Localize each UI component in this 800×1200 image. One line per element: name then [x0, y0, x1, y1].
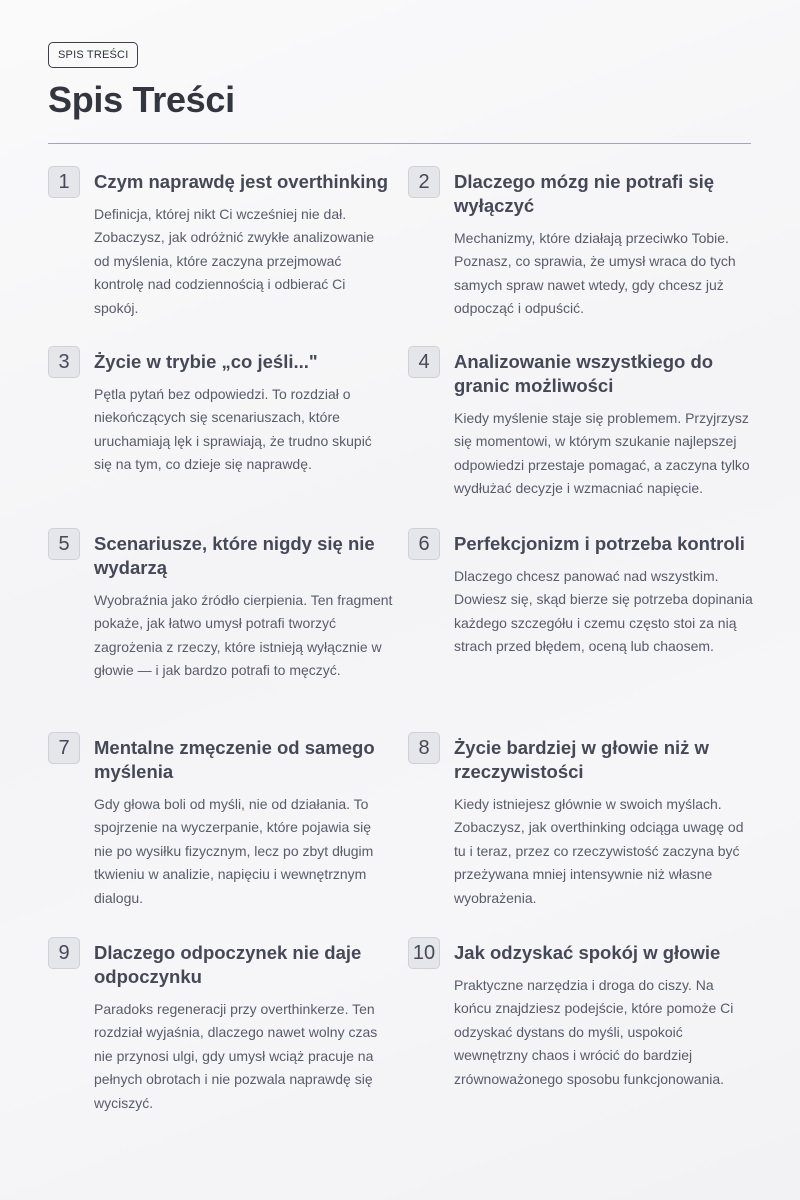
chapter-item-5 — [48, 528, 393, 683]
chapter-number-badge: 2 — [408, 166, 440, 198]
chapter-number-badge: 6 — [408, 528, 440, 560]
chapter-item-4 — [408, 346, 753, 501]
chapter-description: Praktyczne narzędzia i droga do ciszy. Na końcu znajdziesz podejście, które pomoże Ci odzyskać dystans do myśli, uspokoić wewnętrzny chaos i wrócić do bardziej zrównoważonego sposobu funkcjonowania. — [454, 977, 734, 1087]
chapter-description: Wyobraźnia jako źródło cierpienia. Ten fragment pokaże, jak łatwo umysł potrafi tworzyć zagrożenia z rzeczy, które istnieją wyłącznie w głowie — i jak bardzo potrafi to męczyć. — [94, 592, 393, 679]
chapter-title: Życie bardziej w głowie niż w rzeczywistości — [454, 737, 709, 782]
chapter-title: Perfekcjonizm i potrzeba kontroli — [454, 533, 745, 554]
chapter-item-2 — [408, 166, 753, 321]
chapter-title: Jak odzyskać spokój w głowie — [454, 942, 721, 963]
chapter-list — [48, 166, 751, 1126]
divider — [48, 143, 751, 144]
chapter-title: Dlaczego mózg nie potrafi się wyłączyć — [454, 171, 715, 216]
page-title: Spis Treści — [48, 79, 235, 120]
chapter-title: Życie w trybie „co jeśli..." — [94, 351, 318, 372]
chapter-number-badge: 10 — [408, 937, 440, 969]
chapter-description: Mechanizmy, które działają przeciwko Tobie. Poznasz, co sprawia, że umysł wraca do tych samych spraw nawet wtedy, gdy chcesz już odpocząć i odpuścić. — [454, 230, 736, 317]
chapter-title: Czym naprawdę jest overthinking — [94, 171, 389, 192]
chapter-description: Paradoks regeneracji przy overthinkerze. Ten rozdział wyjaśnia, dlaczego nawet wolny czas nie przynosi ulgi, gdy umysł wciąż pracuje na pełnych obrotach i nie pozwala naprawdę się wyciszyć. — [94, 1001, 378, 1111]
chapter-item-8 — [408, 732, 753, 910]
chapter-item-3 — [48, 346, 393, 477]
table-of-contents-page — [48, 42, 751, 1126]
chapter-number-badge: 1 — [48, 166, 80, 198]
chapter-title: Dlaczego odpoczynek nie daje odpoczynku — [94, 942, 362, 987]
chapter-number-badge: 9 — [48, 937, 80, 969]
chapter-item-1 — [48, 166, 393, 320]
chapter-item-6 — [408, 528, 753, 659]
chapter-number-badge: 8 — [408, 732, 440, 764]
chapter-number-badge: 5 — [48, 528, 80, 560]
chapter-item-7 — [48, 732, 393, 910]
chapter-item-9 — [48, 937, 393, 1115]
chapter-description: Pętla pytań bez odpowiedzi. To rozdział o niekończących się scenariuszach, które uruchamiają lęk i sprawiają, że trudno skupić się na tym, co dzieje się naprawdę. — [94, 386, 372, 473]
chapter-description: Gdy głowa boli od myśli, nie od działania. To spojrzenie na wyczerpanie, które pojawia się nie po wysiłku fizycznym, lecz po zbyt długim tkwieniu w analizie, napięciu i wewnętrznym dialogu. — [94, 796, 374, 906]
chapter-description: Dlaczego chcesz panować nad wszystkim. Dowiesz się, skąd bierze się potrzeba dopinania każdego szczegółu i czemu często stoi za nią strach przed błędem, oceną lub chaosem. — [454, 568, 753, 655]
chapter-description: Definicja, której nikt Ci wcześniej nie dał. Zobaczysz, jak odróżnić zwykłe analizowanie od myślenia, które zaczyna przejmować kontrolę nad codziennością i odbierać Ci spokój. — [94, 206, 375, 316]
chapter-title: Mentalne zmęczenie od samego myślenia — [94, 737, 375, 782]
chapter-description: Kiedy istniejesz głównie w swoich myślach. Zobaczysz, jak overthinking odciąga uwagę od tu i teraz, przez co rzeczywistość zaczyna być przeżywana mniej intensywnie niż własne wyobrażenia. — [454, 796, 744, 906]
chapter-title: Analizowanie wszystkiego do granic możliwości — [454, 351, 714, 396]
chapter-title: Scenariusze, które nigdy się nie wydarzą — [94, 533, 375, 578]
chapter-number-badge: 4 — [408, 346, 440, 378]
chapter-number-badge: 7 — [48, 732, 80, 764]
chapter-number-badge: 3 — [48, 346, 80, 378]
chapter-item-10 — [408, 937, 753, 1091]
section-tag: SPIS TREŚCI — [48, 42, 138, 68]
chapter-description: Kiedy myślenie staje się problemem. Przyjrzysz się momentowi, w którym szukanie najlepszej odpowiedzi przestaje pomagać, a zaczyna tylko wydłużać decyzje i wzmacniać napięcie. — [454, 410, 750, 497]
